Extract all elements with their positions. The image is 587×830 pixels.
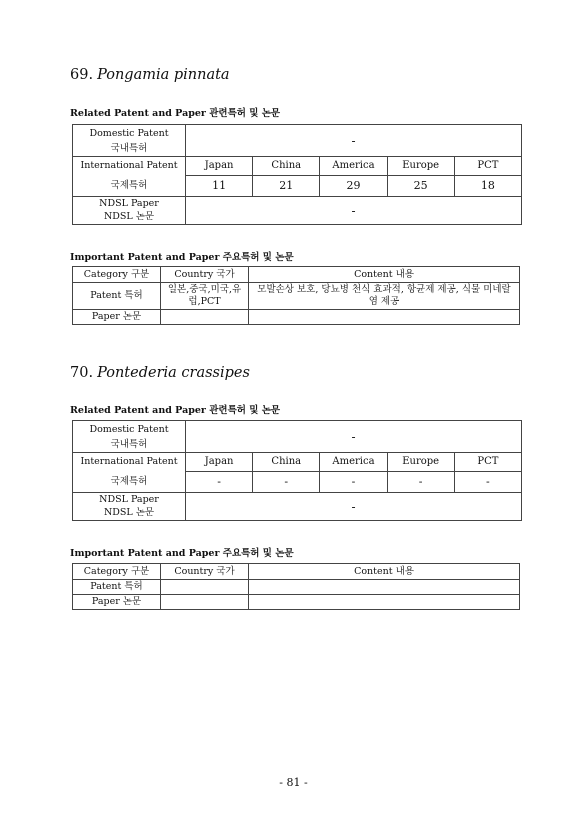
country-pct: PCT bbox=[454, 157, 521, 176]
ndsl-label-ko: NDSL 논문 bbox=[73, 211, 186, 225]
related-table bbox=[72, 124, 522, 225]
intl-label: International Patent bbox=[73, 453, 186, 472]
count-pct: 18 bbox=[454, 176, 521, 197]
patent-country bbox=[161, 580, 249, 595]
intl-label-ko: 국제특허 bbox=[73, 472, 186, 493]
patent-label: Patent 특허 bbox=[73, 283, 161, 310]
paper-content bbox=[249, 595, 520, 610]
count-japan: 11 bbox=[186, 176, 253, 197]
ndsl-label-ko: NDSL 논문 bbox=[73, 507, 186, 521]
important-table bbox=[72, 563, 520, 610]
species-name: Pongamia pinnata bbox=[97, 67, 230, 83]
intl-label-ko: 국제특허 bbox=[73, 176, 186, 197]
domestic-value: - bbox=[186, 421, 522, 453]
section-title-70 bbox=[70, 365, 250, 381]
count-pct: - bbox=[454, 472, 521, 493]
count-japan: - bbox=[186, 472, 253, 493]
intl-label: International Patent bbox=[73, 157, 186, 176]
patent-country: 일본,중국,미국,유럽,PCT bbox=[161, 283, 249, 310]
paper-content bbox=[249, 310, 520, 325]
country-europe: Europe bbox=[387, 157, 454, 176]
section-title-69 bbox=[70, 67, 230, 83]
page-number: - 81 - bbox=[279, 776, 308, 789]
count-america: 29 bbox=[320, 176, 387, 197]
domestic-label: Domestic Patent bbox=[73, 125, 186, 142]
country-japan: Japan bbox=[186, 157, 253, 176]
related-heading: Related Patent and Paper 관련특허 및 논문 bbox=[70, 405, 281, 416]
country-japan: Japan bbox=[186, 453, 253, 472]
country-china: China bbox=[253, 157, 320, 176]
ndsl-label: NDSL Paper bbox=[73, 493, 186, 507]
col-country: Country 국가 bbox=[161, 564, 249, 580]
count-europe: 25 bbox=[387, 176, 454, 197]
col-content: Content 내용 bbox=[249, 267, 520, 283]
patent-content bbox=[249, 580, 520, 595]
related-heading: Related Patent and Paper 관련특허 및 논문 bbox=[70, 108, 281, 119]
important-table bbox=[72, 266, 520, 325]
species-name: Pontederia crassipes bbox=[97, 365, 250, 381]
domestic-value: - bbox=[186, 125, 522, 157]
section-number: 70. bbox=[70, 365, 94, 381]
ndsl-value: - bbox=[186, 197, 522, 225]
count-america: - bbox=[320, 472, 387, 493]
domestic-label-ko: 국내특허 bbox=[73, 142, 186, 157]
paper-label: Paper 논문 bbox=[73, 310, 161, 325]
count-china: - bbox=[253, 472, 320, 493]
country-china: China bbox=[253, 453, 320, 472]
col-category: Category 구분 bbox=[73, 564, 161, 580]
paper-label: Paper 논문 bbox=[73, 595, 161, 610]
patent-label: Patent 특허 bbox=[73, 580, 161, 595]
country-europe: Europe bbox=[387, 453, 454, 472]
col-category: Category 구분 bbox=[73, 267, 161, 283]
ndsl-value: - bbox=[186, 493, 522, 521]
important-heading: Important Patent and Paper 주요특허 및 논문 bbox=[70, 252, 294, 263]
count-europe: - bbox=[387, 472, 454, 493]
section-number: 69. bbox=[70, 67, 94, 83]
col-content: Content 내용 bbox=[249, 564, 520, 580]
paper-country bbox=[161, 310, 249, 325]
patent-content: 모발손상 보호, 당뇨병 천식 효과적, 항균제 제공, 식물 미네랄염 제공 bbox=[249, 283, 520, 310]
country-america: America bbox=[320, 157, 387, 176]
domestic-label-ko: 국내특허 bbox=[73, 438, 186, 453]
related-table bbox=[72, 420, 522, 521]
domestic-label: Domestic Patent bbox=[73, 421, 186, 438]
important-heading: Important Patent and Paper 주요특허 및 논문 bbox=[70, 548, 294, 559]
count-china: 21 bbox=[253, 176, 320, 197]
ndsl-label: NDSL Paper bbox=[73, 197, 186, 211]
col-country: Country 국가 bbox=[161, 267, 249, 283]
paper-country bbox=[161, 595, 249, 610]
country-pct: PCT bbox=[454, 453, 521, 472]
country-america: America bbox=[320, 453, 387, 472]
